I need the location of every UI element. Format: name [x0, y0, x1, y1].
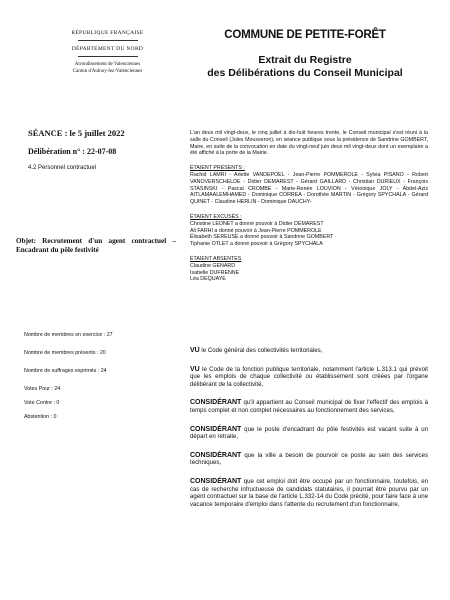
considerant-lead: CONSIDÉRANT — [190, 451, 242, 459]
vote-row-against: Vote Contre : 0 — [24, 400, 60, 406]
presents-title: ÉTAIENT PRÉSENTS : — [190, 165, 245, 172]
excuse-line: Élisabeth SEREUSE a donné pouvoir à Sandrine GOMBERT — [190, 234, 334, 241]
excuse-line: Tiphanie OTLET a donné pouvoir à Grégory SPYCHALA — [190, 241, 323, 248]
classification: 4.2 Personnel contractuel — [28, 165, 97, 171]
vote-counts — [24, 328, 174, 424]
considerant-lead: CONSIDÉRANT — [190, 477, 242, 485]
republic-label: RÉPUBLIQUE FRANÇAISE — [71, 30, 144, 36]
considerant-lead: CONSIDÉRANT — [190, 399, 242, 407]
extrait-title: Extrait du Registre — [258, 54, 352, 66]
intro-paragraph: L'an deux mil vingt-deux, le cinq juillet à dix-huit heures trente, le Conseil municipal s'est réuni à la salle du Conseil (Jules Mousseron), en séance publique sous la présidence de Sandrine GOMBERT, Maire, en suite de la convocation en date du vingt-neuf juin deux mil vingt-deux dont un exemplaire a été affiché à la porte de la Mairie. — [190, 130, 428, 157]
excuses-title: ÉTAIENT EXCUSÉS : — [190, 213, 242, 220]
vote-row-members: Nombre de membres en exercice : 27 — [24, 332, 113, 338]
divider — [78, 56, 138, 57]
vote-row-for: Votes Pour : 24 — [24, 386, 61, 392]
commune-title: COMMUNE DE PETITE-FORÊT — [224, 29, 386, 41]
considerant-lead: VU — [190, 347, 200, 354]
presents-list: Rachid LAMRI - Arlette VANDEPOEL - Jean-Pierre POMMEROLE - Sylvia PISANO - Robert VANOVERSCHELDE - Didier DEMAREST - Gérard GAILLARD - Christian DURIEUX - François STASINSKI - Pascal CROMBE - Marie-Renée LOUVION - Véronique JOLY - Abdel-Aziz AITLAMAALEMHAMED - Dominique CORREA - Dorothée MARTIN - Grégory SPYCHALA - Gérard QUINET - Claudine HERLIN - Dominique DAUCHY- — [190, 171, 428, 206]
deliberation-number: Délibération n° : 22-07-08 — [28, 147, 117, 156]
deliberations-title: des Délibérations du Conseil Municipal — [207, 67, 403, 79]
absent-line: Léa DEQUAYE — [190, 276, 226, 283]
vote-row-abstention: Abstention : 0 — [24, 414, 57, 420]
considerant-paragraph — [190, 452, 428, 467]
considerant-text: le Code de la fonction publique territoriale, notamment l'article L.313.1 qui prévoit que les emplois de chaque collectivité ou établissement sont créées par l'organe délibérant de la collectivité, — [190, 365, 428, 388]
considerant-paragraph — [190, 478, 428, 508]
considerant-paragraph — [190, 366, 428, 389]
considerant-lead: VU — [190, 365, 200, 373]
arrondissement-label: Arrondissement de Valenciennes — [74, 62, 141, 67]
vote-row-present: Nombre de membres présents : 20 — [24, 350, 106, 356]
excuse-line: Christine LEONET a donné pouvoir à Didier DEMAREST — [190, 220, 324, 227]
title-block — [185, 28, 425, 80]
considerant-paragraph — [190, 399, 428, 414]
absent-line: Claudine GENARD — [190, 262, 236, 269]
excuse-line: Ali FARHI a donné pouvoir à Jean-Pierre POMMEROLE — [190, 227, 322, 234]
considerant-paragraph — [190, 426, 428, 441]
considerant-text: que la ville a besoin de pourvoir ce poste au sein des services techniques, — [190, 451, 428, 467]
considerant-paragraph — [190, 347, 428, 355]
divider — [78, 40, 138, 41]
considerant-text: que le poste d'encadrant du pôle festivités est vacant suite à un départ en retraite, — [190, 425, 428, 441]
considerants-block — [190, 347, 428, 519]
seance-date: SÉANCE : le 5 juillet 2022 — [28, 128, 125, 138]
left-header — [40, 30, 175, 75]
meta-block — [28, 128, 168, 171]
canton-label: Canton d'Aulnoy-lez-Valenciennes — [72, 68, 143, 74]
objet: Objet: Recrutement d'un agent contractuel – Encadrant du pôle festivité — [16, 237, 176, 254]
absentes-title: ÉTAIENT ABSENTES — [190, 255, 242, 262]
considerant-text: que cet emploi doit être occupé par un fonctionnaire, toutefois, en cas de recherche infructueuse de candidats statutaires, il pourrait être pourvu par un agent contractuel sur la base de l'article L.332-14 du Code précité, pour faire face à une vacance temporaire d'emploi dans l'attente du recrutement d'un fonctionnaire, — [190, 477, 428, 508]
department-label: DÉPARTEMENT DU NORD — [71, 46, 144, 52]
attendance-column — [190, 130, 428, 283]
considerant-text: qu'il appartient au Conseil municipal de fixer l'effectif des emplois à temps complet et non complet nécessaires au fonctionnement des services, — [190, 399, 428, 414]
vote-row-expressed: Nombre de suffrages exprimés : 24 — [24, 368, 107, 374]
considerant-text: le Code général des collectivités territoriales, — [199, 347, 323, 354]
absent-line: Isabelle DUFRENNE — [190, 269, 240, 276]
considerant-lead: CONSIDÉRANT — [190, 425, 242, 433]
